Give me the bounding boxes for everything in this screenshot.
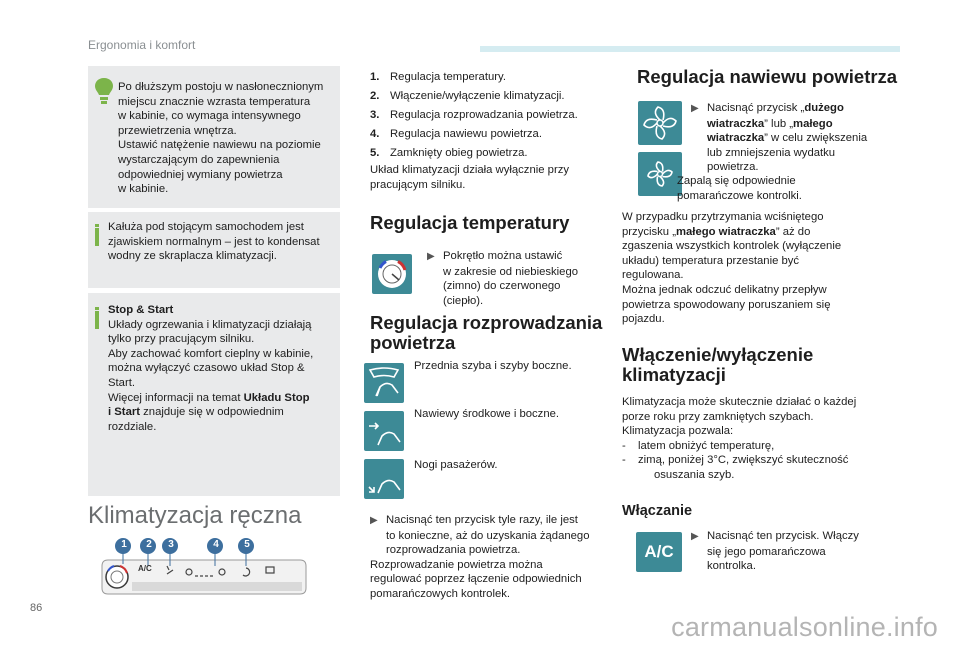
temperature-knob-icon [372,254,412,294]
airflow-text: ▶ Nacisnąć przycisk „dużego wiatraczka” lub „małego wiatraczka” w celu zwiększenia lub zmniejszenia wydatku powietrza. [691,102,868,174]
list-item: 2. Włączenie/wyłączenie klimatyzacji. [370,90,565,102]
ac-text: Klimatyzacja może skutecznie działać o każdej porze roku przy zamkniętych szybach. Klimatyzacja pozwala: - latem obniżyć temperaturę, - zimą, poniżej 3°C, zwiększyć skuteczność osuszania szyb. [622,396,857,481]
distribution-heading: Regulacja rozprowadzania powietrza [370,312,603,353]
switch-on-text: ▶ Nacisnąć ten przycisk. Włączy się jego pomarańczowa kontrolka. [691,530,859,573]
panel-label-4: 4 [213,539,219,550]
lightbulb-icon [94,76,114,106]
info-text: Kałuża pod stojącym samochodem jest zjawiskiem normalnym – jest to kondensat wodny ze skraplacza klimatyzacji. [108,221,320,263]
distribution-instructions: ▶ Nacisnąć ten przycisk tyle razy, ile jest to konieczne, aż do uzyskania żądanego rozprowadzania powietrza. Rozprowadzanie powietrza można regulować poprzez łączenie odpowiednich pomarańczowych kontrolek. [370,514,590,600]
feet-vent-icon [364,459,404,499]
running-header: Ergonomia i komfort [88,38,196,52]
distribution-item: Nogi pasażerów. [414,459,498,471]
temperature-text: ▶ Pokrętło można ustawić w zakresie od niebieskiego (zimno) do czerwonego (ciepło). [427,250,579,307]
airflow-note: Zapalą się odpowiednie pomarańczowe kontrolki. [677,175,802,202]
chapter-title: Klimatyzacja ręczna [88,502,302,529]
info-icon [95,311,99,329]
panel-label-5: 5 [244,539,250,550]
temperature-heading: Regulacja temperatury [370,212,570,233]
legend-list [370,68,578,163]
info-icon [95,228,99,246]
list-item: 4. Regulacja nawiewu powietrza. [370,128,542,140]
windscreen-icon [364,363,404,403]
panel-label-1: 1 [121,539,127,550]
list-item: 3. Regulacja rozprowadzania powietrza. [370,109,578,121]
page-number: 86 [30,602,43,614]
distribution-item: Przednia szyba i szyby boczne. [414,360,572,372]
engine-note: Układ klimatyzacji działa wyłącznie przy pracującym silniku. [370,164,570,191]
list-item: 5. Zamknięty obieg powietrza. [370,147,528,159]
list-item: 1. Regulacja temperatury. [370,71,506,83]
panel-ac-label: A/C [138,564,152,573]
face-vent-icon [364,411,404,451]
panel-label-2: 2 [146,539,152,550]
stop-start-text: Stop & Start Układy ogrzewania i klimatyzacji działają tylko przy pracującym silniku. Aby zachować komfort cieplny w kabinie, można wyłączyć czasowo układ Stop & Start. Więcej informacji na temat Układu Stop i Start znajduje się w odpowiednim rozdziale. [108,304,314,433]
header-bar [480,46,900,52]
small-fan-icon [638,152,682,196]
tip-text: Po dłuższym postoju w nasłonecznionym miejscu znacznie wzrasta temperatura w kabinie, co wymaga intensywnego przewietrzenia wnętrza. Ustawić natężenie nawiewu na poziomie wystarczającym do zapewnienia odpowiedniej wymiany powietrza w kabinie. [118,81,324,196]
ac-heading: Włączenie/wyłączenie klimatyzacji [622,344,814,385]
airflow-heading: Regulacja nawiewu powietrza [637,66,898,87]
distribution-item: Nawiewy środkowe i boczne. [414,408,560,420]
panel-label-3: 3 [168,539,174,550]
switch-on-heading: Włączanie [622,503,693,519]
ac-button-icon: A/C [636,532,682,572]
airflow-hold-text: W przypadku przytrzymania wciśniętego przycisku „małego wiatraczka” aż do zgaszenia wszystkich kontrolek (wyłączenie układu) temperatura przestanie być regulowana. Można jednak odczuć delikatny przepływ powietrza spowodowany poruszaniem się pojazdu. [622,211,842,326]
large-fan-icon [638,101,682,145]
watermark: carmanualsonline.info [671,612,938,642]
